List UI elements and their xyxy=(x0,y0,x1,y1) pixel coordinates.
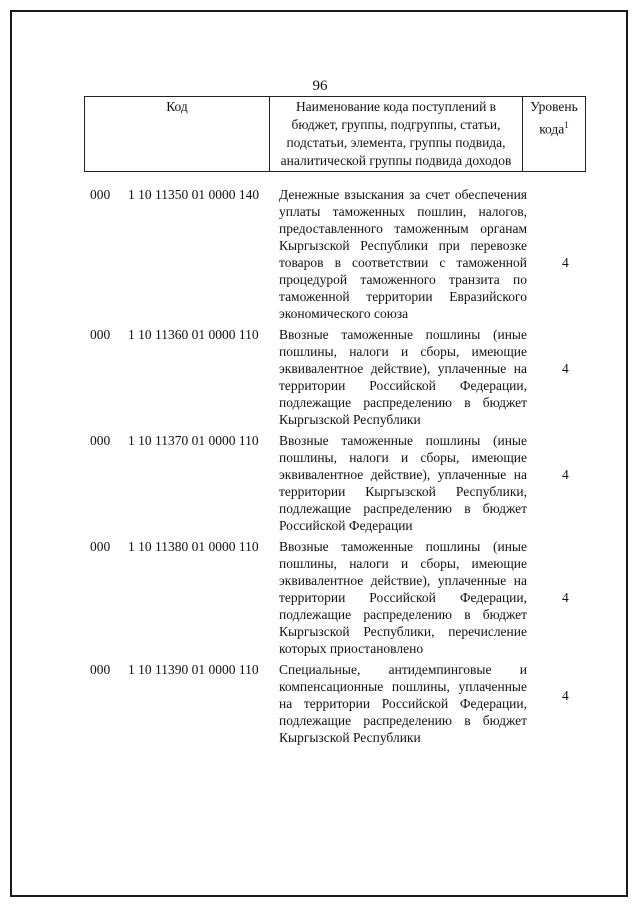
row-code: 1 10 11360 01 0000 110 xyxy=(128,327,259,342)
row-code: 1 10 11370 01 0000 110 xyxy=(128,433,259,448)
table-row xyxy=(84,326,584,428)
header-row xyxy=(85,97,586,172)
row-level: 4 xyxy=(562,688,569,703)
header-name: Наименование кода поступлений в бюджет, группы, подгруппы, статьи, подстатьи, элемента, группы подвида, аналитической группы подвида доходов xyxy=(270,97,523,172)
row-code: 1 10 11390 01 0000 110 xyxy=(128,662,259,677)
row-prefix: 000 xyxy=(90,327,111,342)
row-description: Ввозные таможенные пошлины (иные пошлины, налоги и сборы, имеющие эквивалентное действие), уплаченные на территории Российской Федерации, подлежащие распределению в бюджет Кыргызской Республики, перечисление которых приостановлено xyxy=(279,539,527,656)
table-row xyxy=(84,186,584,322)
row-prefix: 000 xyxy=(90,433,111,448)
table-row xyxy=(84,538,584,657)
row-description: Ввозные таможенные пошлины (иные пошлины, налоги и сборы, имеющие эквивалентное действие), уплаченные на территории Российской Федерации, подлежащие распределению в бюджет Кыргызской Республики xyxy=(279,327,527,427)
row-code: 1 10 11350 01 0000 140 xyxy=(128,187,260,202)
header-table xyxy=(84,96,586,172)
table-row xyxy=(84,432,584,534)
row-description: Специальные, антидемпинговые и компенсационные пошлины, уплаченные на территории Российской Федерации, подлежащие распределению в бюджет Кыргызской Республики xyxy=(279,662,527,745)
row-prefix: 000 xyxy=(90,662,111,677)
row-description: Ввозные таможенные пошлины (иные пошлины, налоги и сборы, имеющие эквивалентное действие), уплаченные на территории Кыргызской Республики, подлежащие распределению в бюджет Российской Федерации xyxy=(279,433,527,533)
header-level-text: Уровень кода xyxy=(530,99,578,137)
row-level: 4 xyxy=(562,361,569,376)
page-number: 96 xyxy=(312,78,328,94)
revenue-code-list xyxy=(84,186,584,750)
table-row xyxy=(84,661,584,746)
row-level: 4 xyxy=(562,255,569,270)
row-description: Денежные взыскания за счет обеспечения уплаты таможенных пошлин, налогов, предоставленного таможенным органам Кыргызской Республики при перевозке товаров в соответствии с таможенной процедурой таможенного транзита по таможенной территории Евразийского экономического союза xyxy=(279,187,527,321)
row-code: 1 10 11380 01 0000 110 xyxy=(128,539,259,554)
header-level-footnote: 1 xyxy=(564,120,569,130)
header-code: Код xyxy=(85,97,270,172)
header-level xyxy=(523,97,586,172)
row-prefix: 000 xyxy=(90,187,111,202)
row-level: 4 xyxy=(562,467,569,482)
row-prefix: 000 xyxy=(90,539,111,554)
row-level: 4 xyxy=(562,590,569,605)
